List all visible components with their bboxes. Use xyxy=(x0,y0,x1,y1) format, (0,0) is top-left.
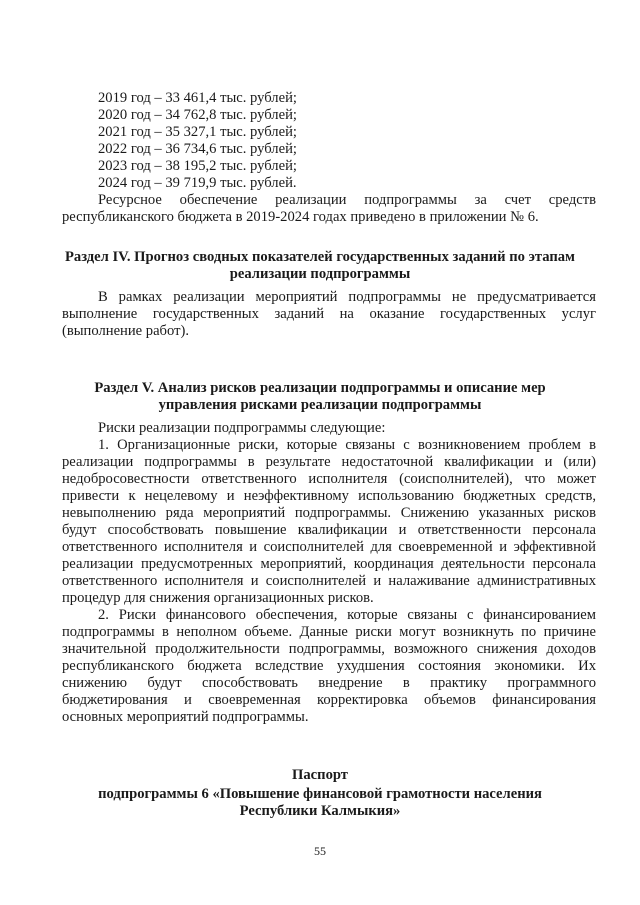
funding-year-line: 2021 год – 35 327,1 тыс. рублей; xyxy=(98,124,297,140)
passport-subtitle-line: подпрограммы 6 «Повышение финансовой грамотности населения xyxy=(98,786,542,802)
funding-year-line: 2022 год – 36 734,6 тыс. рублей; xyxy=(98,141,297,157)
paragraph-line: (выполнение работ). xyxy=(62,323,189,339)
paragraph-line: бюджетирования и своевременная корректировка объемов финансирования xyxy=(62,692,596,708)
paragraph-line: значительной продолжительности подпрограммы, возможного снижения доходов xyxy=(62,641,596,657)
heading-line: Раздел IV. Прогноз сводных показателей государственных заданий по этапам xyxy=(64,249,575,265)
heading-line: управления рисками реализации подпрограммы xyxy=(158,397,482,413)
funding-year-line: 2024 год – 39 719,9 тыс. рублей. xyxy=(98,175,297,191)
paragraph-line: невыполнению ряда мероприятий подпрограммы. Снижению указанных рисков xyxy=(62,505,596,521)
paragraph-line: республиканского бюджета вследствие ухудшения состояния экономики. Их xyxy=(62,658,596,674)
passport-title: Паспорт xyxy=(292,767,348,783)
paragraph-line: реализации подпрограммы в результате недостаточной квалификации и (или) xyxy=(62,454,596,470)
paragraph-line: 2. Риски финансового обеспечения, которые связаны с финансированием xyxy=(98,607,596,623)
funding-year-line: 2020 год – 34 762,8 тыс. рублей; xyxy=(98,107,297,123)
risks-intro: Риски реализации подпрограммы следующие: xyxy=(98,420,386,436)
paragraph-line: 1. Организационные риски, которые связаны с возникновением проблем в xyxy=(98,437,596,453)
paragraph-line: будут способствовать повышение квалификации и ответственности персонала xyxy=(62,522,596,538)
page-number: 55 xyxy=(314,844,326,858)
paragraph-line: Ресурсное обеспечение реализации подпрограммы за счет средств xyxy=(98,192,596,208)
paragraph-line: республиканского бюджета в 2019-2024 годах приведено в приложении № 6. xyxy=(62,209,539,225)
paragraph-line: подпрограммы в неполном объеме. Данные риски могут возникнуть по причине xyxy=(62,624,596,640)
heading-line: Раздел V. Анализ рисков реализации подпрограммы и описание мер xyxy=(94,380,546,396)
paragraph-line: процедур для снижения организационных рисков. xyxy=(62,590,374,606)
funding-year-line: 2023 год – 38 195,2 тыс. рублей; xyxy=(98,158,297,174)
heading-line: реализации подпрограммы xyxy=(229,266,411,282)
paragraph-line: недобросовестности ответственного исполнителя (соисполнителей), что может xyxy=(62,471,596,487)
paragraph-line: выполнение государственных заданий на оказание государственных услуг xyxy=(62,306,596,322)
paragraph-line: ответственного исполнителя и соисполнителей и налаживание административных xyxy=(62,573,596,589)
passport-subtitle-line: Республики Калмыкия» xyxy=(239,803,401,819)
paragraph-line: В рамках реализации мероприятий подпрограммы не предусматривается xyxy=(98,289,596,305)
paragraph-line: ответственного исполнителя и соисполнителей для своевременной и эффективной xyxy=(62,539,596,555)
paragraph-line: привести к нецелевому и неэффективному использованию бюджетных средств, xyxy=(62,488,596,504)
paragraph-line: снижению будут способствовать внедрение в практику программного xyxy=(62,675,596,691)
paragraph-line: основных мероприятий подпрограммы. xyxy=(62,709,309,725)
funding-year-line: 2019 год – 33 461,4 тыс. рублей; xyxy=(98,90,297,106)
paragraph-line: реализации предусмотренных мероприятий, координация деятельности персонала xyxy=(62,556,596,572)
